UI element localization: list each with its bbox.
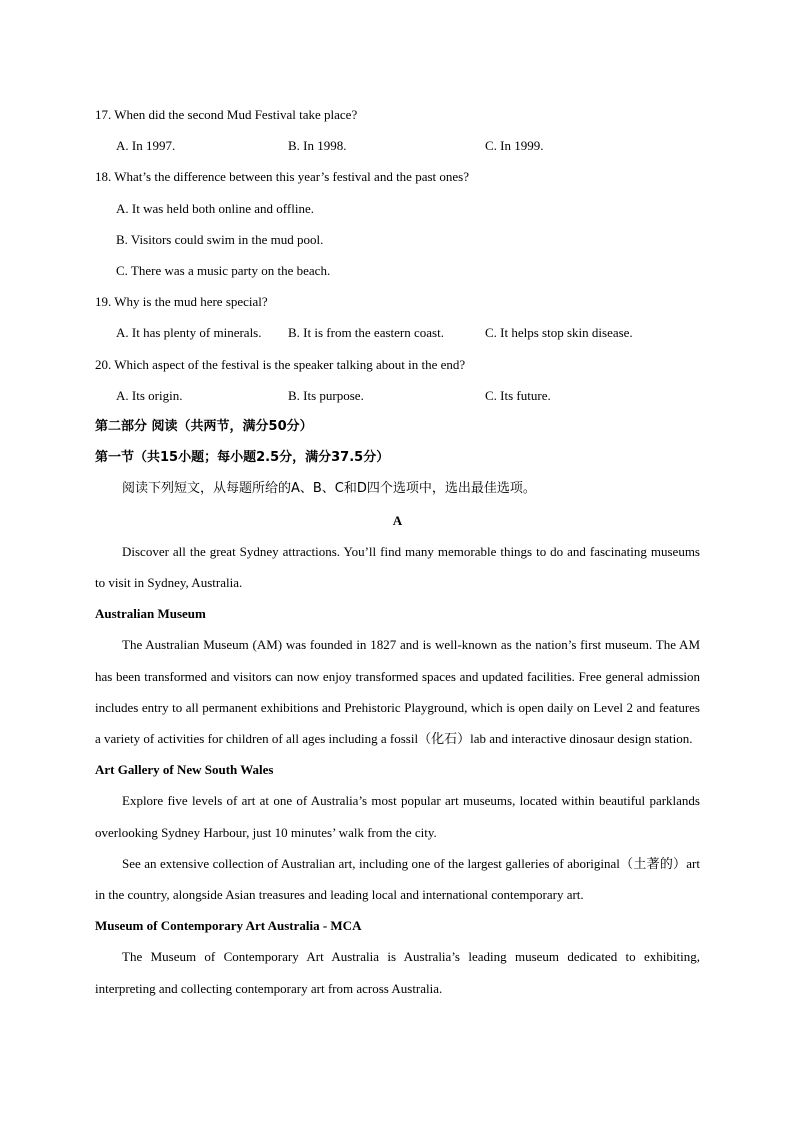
- passage-label: A: [392, 512, 403, 528]
- option-b: B. Its purpose.: [288, 387, 364, 403]
- paragraph: See an extensive collection of Australian art, including one of the largest galleries of aboriginal（土著的）art in the country, alongside Asian treasures and leading local and international contemporary art.: [95, 855, 700, 903]
- passage-intro: Discover all the great Sydney attractions. You’ll find many memorable things to do and fascinating museums to visit in Sydney, Australia.: [95, 543, 700, 591]
- instruction: 阅读下列短文，从每题所给的A、B、C和D四个选项中，选出最佳选项。: [122, 481, 536, 497]
- option-b: B. Visitors could swim in the mud pool.: [116, 231, 324, 247]
- option-c: C. It helps stop skin disease.: [485, 325, 633, 341]
- part2-title: 第二部分 阅读（共两节，满分50分）: [95, 419, 313, 435]
- paragraph: Explore five levels of art at one of Australia’s most popular art museums, located within beautiful parklands overlooking Sydney Harbour, just 10 minutes’ walk from the city.: [95, 793, 700, 840]
- question-17-options: [95, 130, 700, 161]
- paragraph: The Museum of Contemporary Art Australia is Australia’s leading museum dedicated to exhibiting, interpreting and collecting contemporary art from across Australia.: [95, 949, 700, 996]
- option-a: A. Its origin.: [116, 387, 183, 403]
- option-c: C. Its future.: [485, 387, 551, 403]
- question-18: 18. What’s the difference between this year’s festival and the past ones?: [95, 169, 469, 185]
- option-a: A. It has plenty of minerals.: [116, 325, 262, 341]
- question-17: 17. When did the second Mud Festival take place?: [95, 107, 358, 122]
- option-a: A. It was held both online and offline.: [116, 200, 314, 216]
- section1-title: 第一节（共15小题；每小题2.5分，满分37.5分）: [95, 450, 390, 466]
- exam-page: [95, 99, 700, 1004]
- question-19-options: [95, 317, 700, 348]
- section-title-mca: Museum of Contemporary Art Australia - MCA: [95, 918, 362, 934]
- question-20-options: [95, 380, 700, 411]
- option-a: A. In 1997.: [116, 138, 176, 154]
- question-19: 19. Why is the mud here special?: [95, 294, 268, 310]
- option-b: B. In 1998.: [288, 138, 347, 154]
- section-title-art-gallery: Art Gallery of New South Wales: [95, 762, 274, 778]
- option-c: C. There was a music party on the beach.: [116, 263, 331, 279]
- paragraph: The Australian Museum (AM) was founded in 1827 and is well-known as the nation’s first museum. The AM has been transformed and visitors can now enjoy transformed spaces and updated facilities. Free general admission includes entry to all permanent exhibitions and Prehistoric Playground, which is open daily on Level 2 and features a variety of activities for children of all ages including a fossil（化石）lab and interactive dinosaur design station.: [95, 637, 700, 747]
- question-20: 20. Which aspect of the festival is the speaker talking about in the end?: [95, 356, 466, 372]
- option-c: C. In 1999.: [485, 138, 544, 154]
- option-b: B. It is from the eastern coast.: [288, 325, 444, 341]
- section-title-australian-museum: Australian Museum: [95, 606, 206, 622]
